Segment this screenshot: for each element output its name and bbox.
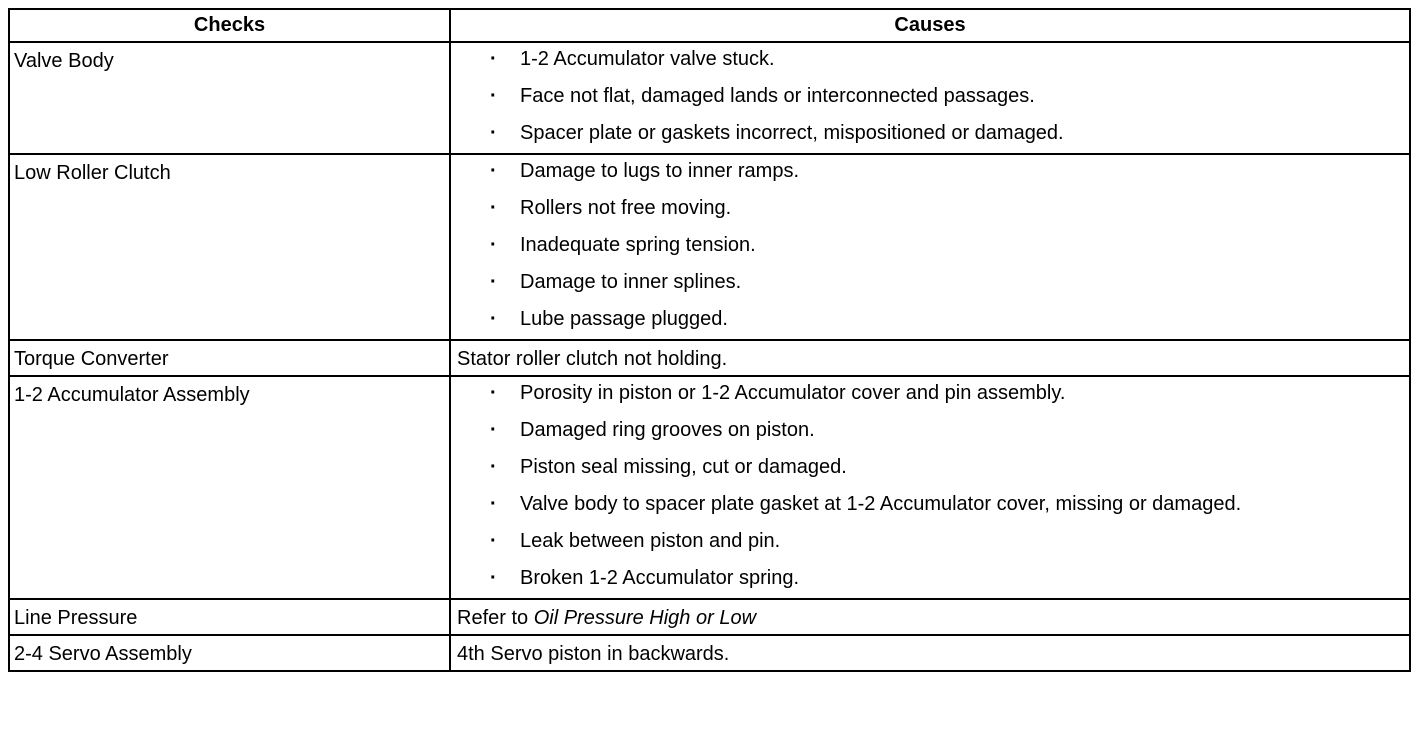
list-item — [457, 307, 1403, 331]
causes-list — [457, 159, 1403, 331]
bullet-icon: · — [490, 382, 497, 404]
cause-text: Spacer plate or gaskets incorrect, mispositioned or damaged. — [520, 122, 1064, 144]
causes-cell — [450, 599, 1410, 635]
causes-cell — [450, 154, 1410, 340]
list-item — [457, 47, 1403, 71]
bullet-icon: · — [490, 419, 497, 441]
list-item — [457, 455, 1403, 479]
list-item — [457, 233, 1403, 257]
cause-text: Broken 1-2 Accumulator spring. — [520, 567, 800, 589]
cause-text: Refer to — [457, 607, 534, 629]
causes-list — [457, 47, 1403, 145]
list-item — [457, 270, 1403, 294]
bullet-icon: · — [490, 308, 497, 330]
cause-text: Damage to inner splines. — [520, 271, 742, 293]
bullet-icon: · — [490, 234, 497, 256]
header-row — [9, 9, 1410, 42]
check-cell: Line Pressure — [9, 599, 450, 635]
diagnosis-table — [8, 8, 1411, 672]
header-checks: Checks — [9, 9, 450, 42]
bullet-icon: · — [490, 160, 497, 182]
table-row — [9, 154, 1410, 340]
check-cell: Torque Converter — [9, 340, 450, 376]
cause-text: Leak between piston and pin. — [520, 530, 781, 552]
table-row — [9, 340, 1410, 376]
bullet-icon: · — [490, 197, 497, 219]
check-cell: 2-4 Servo Assembly — [9, 635, 450, 671]
check-cell: 1-2 Accumulator Assembly — [9, 376, 450, 599]
cause-text: Valve body to spacer plate gasket at 1-2 Accumulator cover, missing or damaged. — [520, 493, 1242, 515]
list-item — [457, 492, 1403, 516]
diagnosis-document — [8, 8, 1411, 672]
cause-text: Damage to lugs to inner ramps. — [520, 160, 800, 182]
table-row — [9, 376, 1410, 599]
cause-text: 1-2 Accumulator valve stuck. — [520, 48, 775, 70]
cause-text: Rollers not free moving. — [520, 197, 732, 219]
list-item — [457, 529, 1403, 553]
check-cell: Valve Body — [9, 42, 450, 154]
table-row — [9, 635, 1410, 671]
list-item — [457, 159, 1403, 183]
cause-text: Piston seal missing, cut or damaged. — [520, 456, 847, 478]
causes-cell: Stator roller clutch not holding. — [450, 340, 1410, 376]
list-item — [457, 566, 1403, 590]
bullet-icon: · — [490, 122, 497, 144]
bullet-icon: · — [490, 48, 497, 70]
causes-list — [457, 381, 1403, 590]
header-causes: Causes — [450, 9, 1410, 42]
list-item — [457, 196, 1403, 220]
bullet-icon: · — [490, 271, 497, 293]
bullet-icon: · — [490, 567, 497, 589]
cause-text: Damaged ring grooves on piston. — [520, 419, 815, 441]
cause-text: Face not flat, damaged lands or interconnected passages. — [520, 85, 1035, 107]
bullet-icon: · — [490, 85, 497, 107]
list-item — [457, 84, 1403, 108]
cross-reference-link[interactable]: Oil Pressure High or Low — [533, 607, 757, 629]
list-item — [457, 418, 1403, 442]
bullet-icon: · — [490, 493, 497, 515]
causes-cell — [450, 376, 1410, 599]
list-item — [457, 381, 1403, 405]
bullet-icon: · — [490, 456, 497, 478]
cause-text: Porosity in piston or 1-2 Accumulator cover and pin assembly. — [520, 382, 1066, 404]
cause-text: Lube passage plugged. — [520, 308, 728, 330]
causes-cell — [450, 42, 1410, 154]
list-item — [457, 121, 1403, 145]
cause-text: Inadequate spring tension. — [520, 234, 756, 256]
table-row — [9, 42, 1410, 154]
table-row — [9, 599, 1410, 635]
check-cell: Low Roller Clutch — [9, 154, 450, 340]
bullet-icon: · — [490, 530, 497, 552]
causes-cell: 4th Servo piston in backwards. — [450, 635, 1410, 671]
